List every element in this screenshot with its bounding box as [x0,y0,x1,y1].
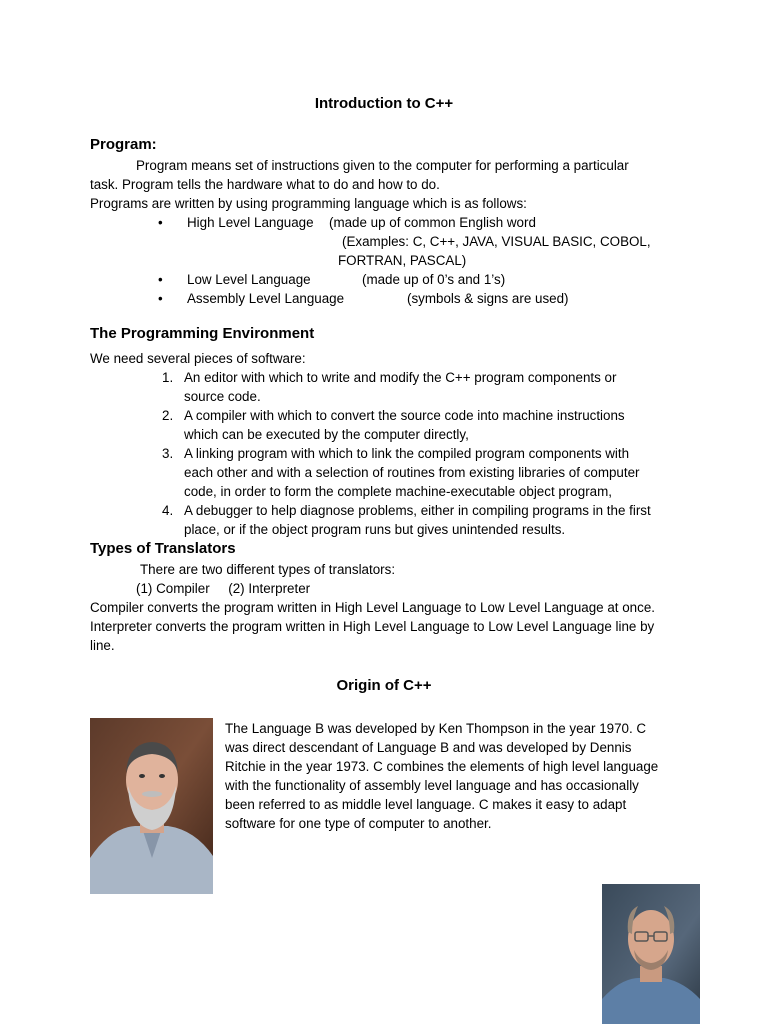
bullet-icon: • [158,272,163,287]
high-level-label: High Level Language [187,215,314,230]
page-title: Introduction to C++ [314,95,454,112]
translators-heading: Types of Translators [90,540,236,557]
high-level-examples-line1: (Examples: C, C++, JAVA, VISUAL BASIC, COBOL, [342,234,651,249]
low-level-label: Low Level Language [187,272,311,287]
high-level-examples-line2: FORTRAN, PASCAL) [338,253,467,268]
assembly-level-desc: (symbols & signs are used) [407,291,569,306]
origin-paragraph-line: was direct descendant of Language B and was developed by Dennis [225,740,632,755]
bullet-icon: • [158,291,163,306]
environment-heading: The Programming Environment [90,325,315,342]
bullet-icon: • [158,215,163,230]
assembly-level-label: Assembly Level Language [187,291,345,306]
interpreter-description-line2: line. [90,638,115,653]
program-paragraph-line1: Program means set of instructions given to the computer for performing a particular [136,158,629,173]
list-item-line: place, or if the object program runs but gives unintended results. [184,522,566,537]
list-item-line: source code. [184,389,261,404]
program-languages-intro: Programs are written by using programming language which is as follows: [90,196,527,211]
list-item-number: 4. [162,503,174,518]
translators-intro: There are two different types of translators: [140,562,396,577]
origin-paragraph-line: software for one type of computer to another. [225,816,492,831]
origin-heading: Origin of C++ [336,677,432,694]
list-item-number: 1. [162,370,174,385]
list-item-line: A compiler with which to convert the source code into machine instructions [184,408,625,423]
portrait-photo [602,884,700,1024]
list-item-number: 2. [162,408,174,423]
origin-paragraph-line: with the functionality of assembly level language and has occasionally [225,778,639,793]
list-item-line: A debugger to help diagnose problems, either in compiling programs in the first [184,503,651,518]
high-level-desc: (made up of common English word [329,215,536,230]
low-level-desc: (made up of 0’s and 1’s) [362,272,506,287]
origin-paragraph-line: been referred to as middle level language. C makes it easy to adapt [225,797,627,812]
portrait-photo [90,718,213,894]
program-heading: Program: [90,136,157,153]
list-item-line: each other and with a selection of routines from existing libraries of computer [184,465,640,480]
environment-intro: We need several pieces of software: [90,351,306,366]
origin-paragraph-line: Ritchie in the year 1973. C combines the elements of high level language [225,759,659,774]
list-item-line: which can be executed by the computer directly, [184,427,469,442]
compiler-description: Compiler converts the program written in High Level Language to Low Level Language at once. [90,600,655,615]
program-paragraph-line2: task. Program tells the hardware what to do and how to do. [90,177,440,192]
list-item-number: 3. [162,446,174,461]
origin-paragraph-line: The Language B was developed by Ken Thompson in the year 1970. C [225,721,647,736]
list-item-line: An editor with which to write and modify the C++ program components or [184,370,617,385]
list-item-line: code, in order to form the complete machine-executable object program, [184,484,612,499]
interpreter-description-line1: Interpreter converts the program written in High Level Language to Low Level Language line by [90,619,655,634]
translators-kinds: (1) Compiler (2) Interpreter [136,581,311,596]
list-item-line: A linking program with which to link the compiled program components with [184,446,630,461]
